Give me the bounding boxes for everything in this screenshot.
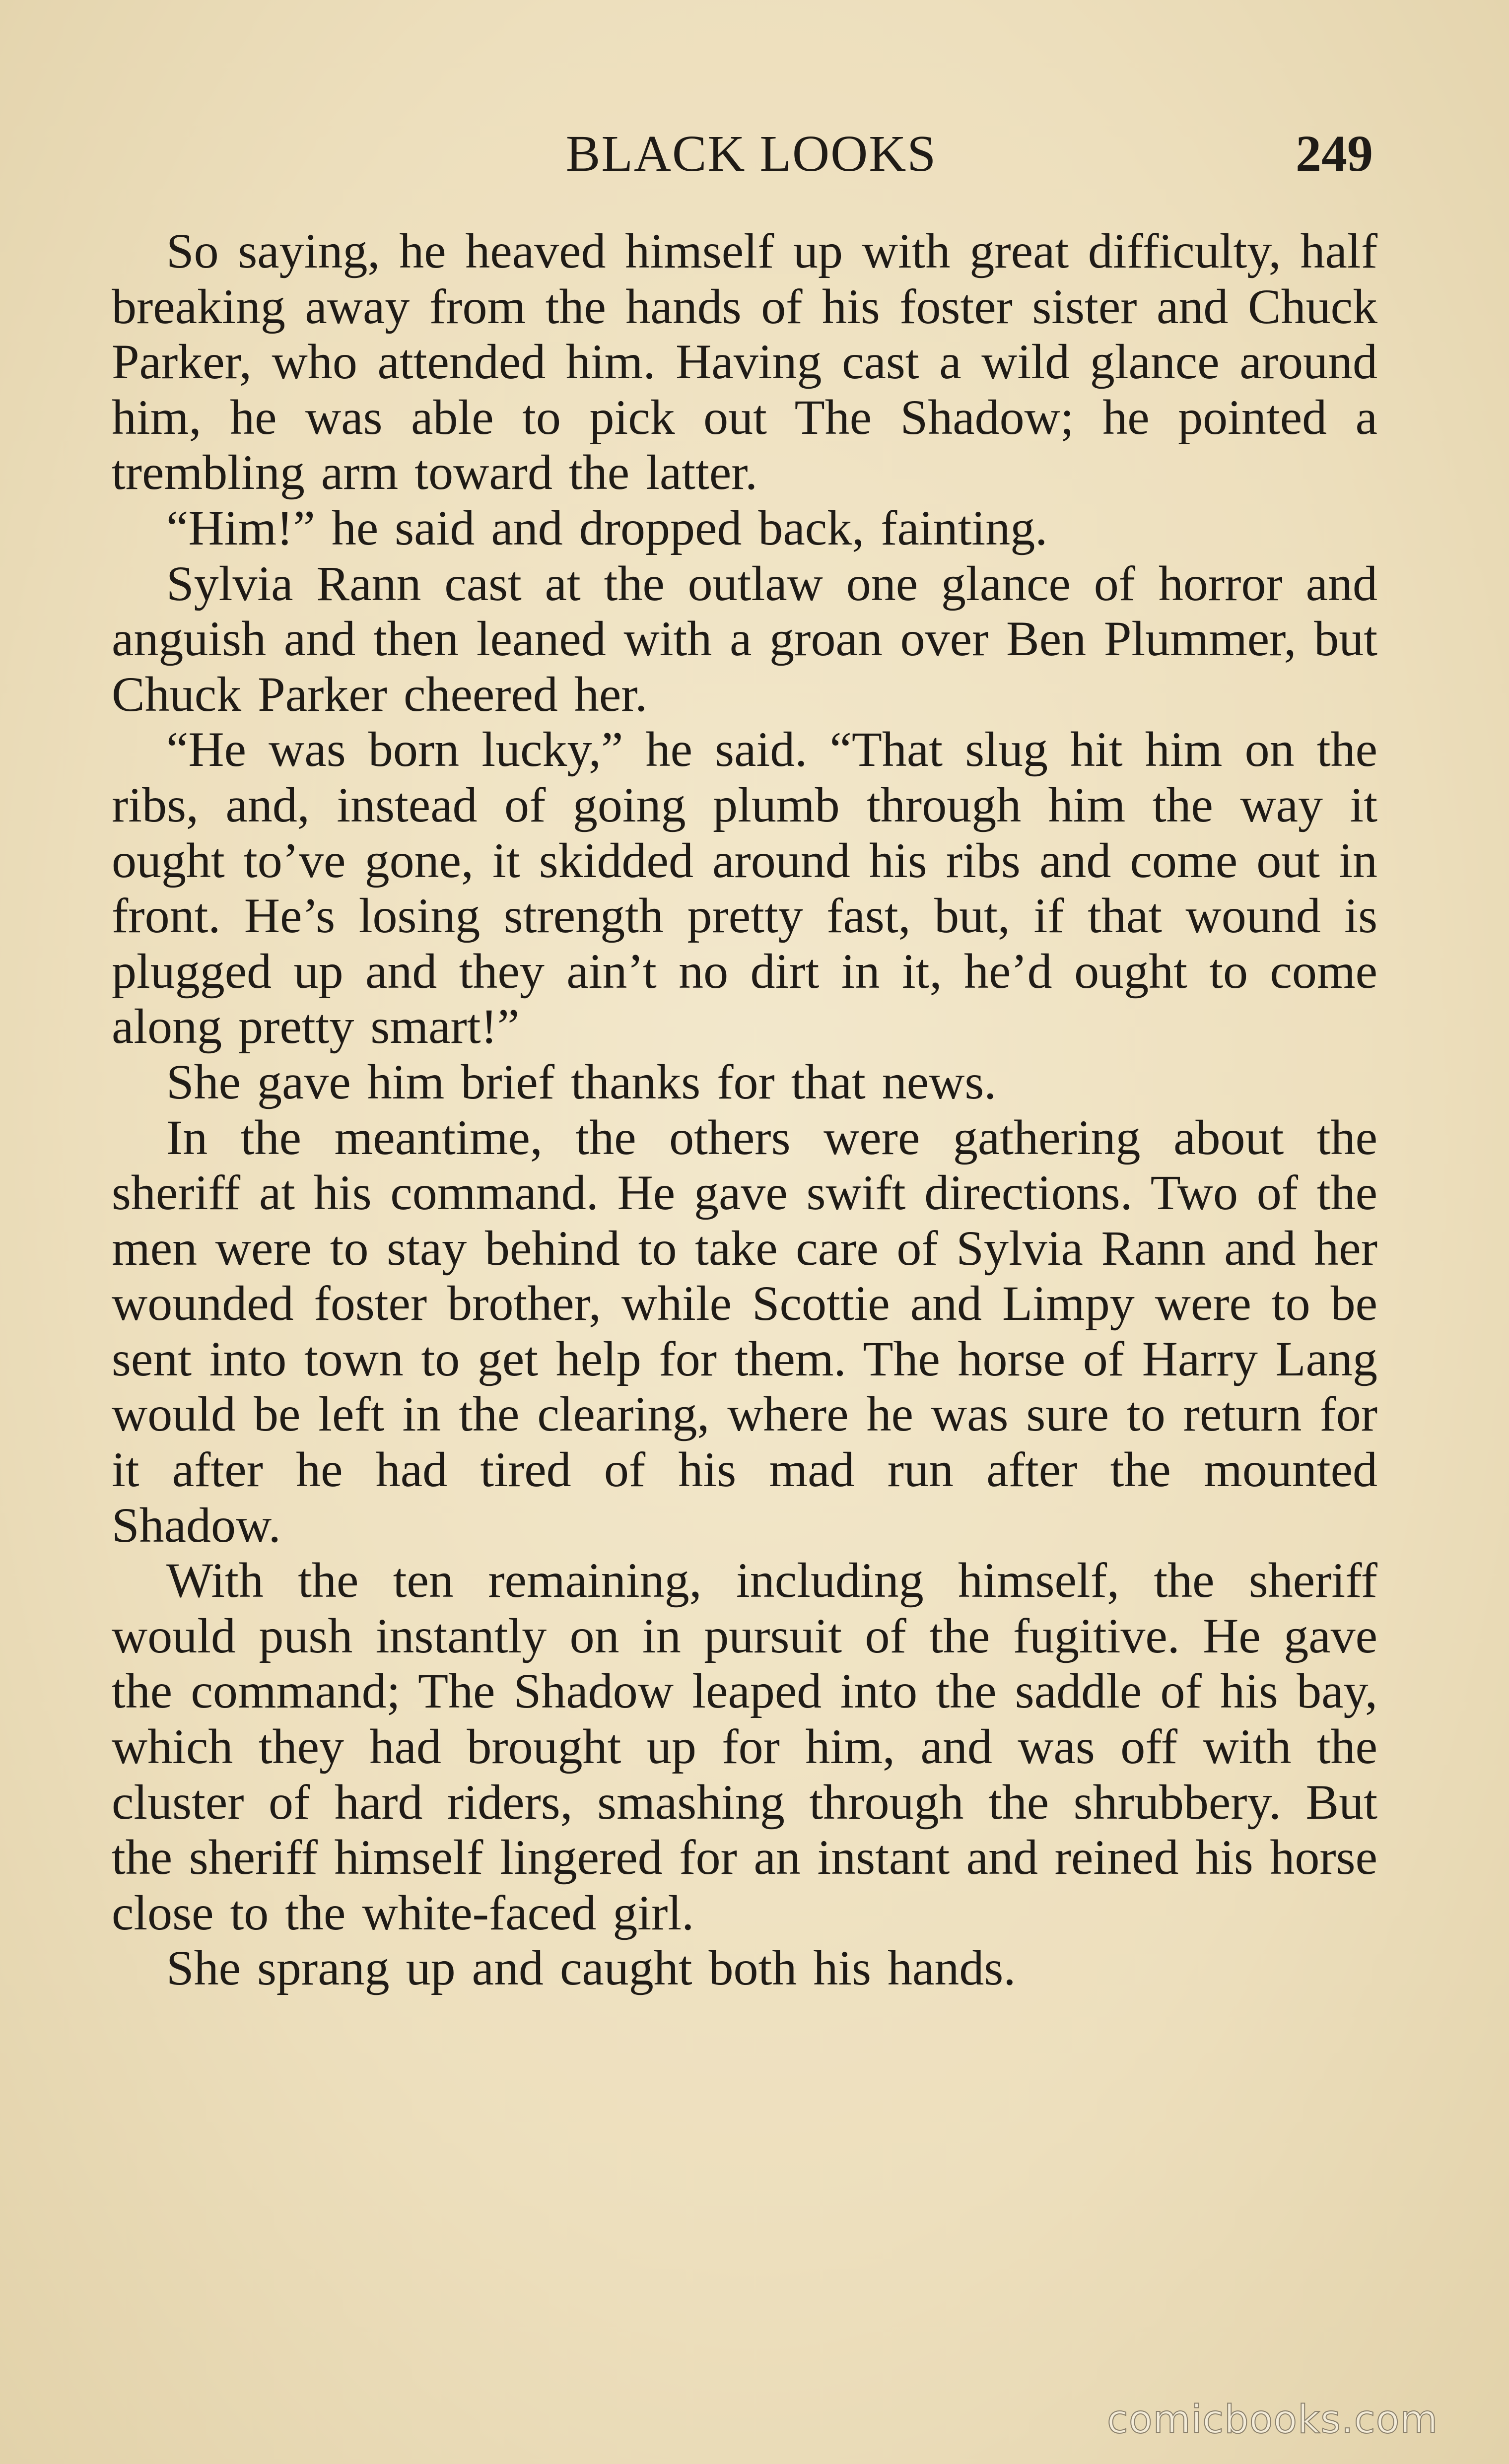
- chapter-title: BLACK LOOKS: [566, 125, 937, 182]
- paragraph: She gave him brief thanks for that news.: [166, 1054, 997, 1109]
- page-number: 249: [1296, 125, 1373, 182]
- paragraph: “He was born lucky,” he said. “That slug hit him on the ribs, and, instead of going plumb through him the way it ought to’ve gone, it skidded around his ribs and come out in front. He’s losing strength pretty fast, but, if that wound is plugged up and they ain’t no dirt in it, he’d ought to come along pretty smart!”: [112, 722, 1377, 1054]
- paragraph: Sylvia Rann cast at the outlaw one glance of horror and anguish and then leaned with a groan over Ben Plummer, but Chuck Parker cheered her.: [112, 555, 1377, 722]
- running-head: [0, 119, 1509, 189]
- watermark: comicbooks.com: [1107, 2397, 1439, 2442]
- paragraph: She sprang up and caught both his hands.: [166, 1940, 1016, 1996]
- paragraph: With the ten remaining, including himself, the sheriff would push instantly on in pursuit of the fugitive. He gave the command; The Shadow leaped into the saddle of his bay, which they had brought up for him, and was off with the cluster of hard riders, smashing through the shrubbery. But the sheriff himself lingered for an instant and reined his horse close to the white-faced girl.: [112, 1553, 1377, 1940]
- paragraph: In the meantime, the others were gathering about the sheriff at his command. He gave swift directions. Two of the men were to stay behind to take care of Sylvia Rann and her wounded foster brother, while Scottie and Limpy were to be sent into town to get help for them. The horse of Harry Lang would be left in the clearing, where he was sure to return for it after he had tired of his mad run after the mounted Shadow.: [112, 1109, 1377, 1553]
- paragraph: So saying, he heaved himself up with great difficulty, half breaking away from the hands of his foster sister and Chuck Parker, who attended him. Having cast a wild glance around him, he was able to pick out The Shadow; he pointed a trembling arm toward the latter.: [112, 223, 1377, 500]
- paragraph: “Him!” he said and dropped back, fainting.: [166, 500, 1048, 555]
- body-text: [112, 223, 1377, 1996]
